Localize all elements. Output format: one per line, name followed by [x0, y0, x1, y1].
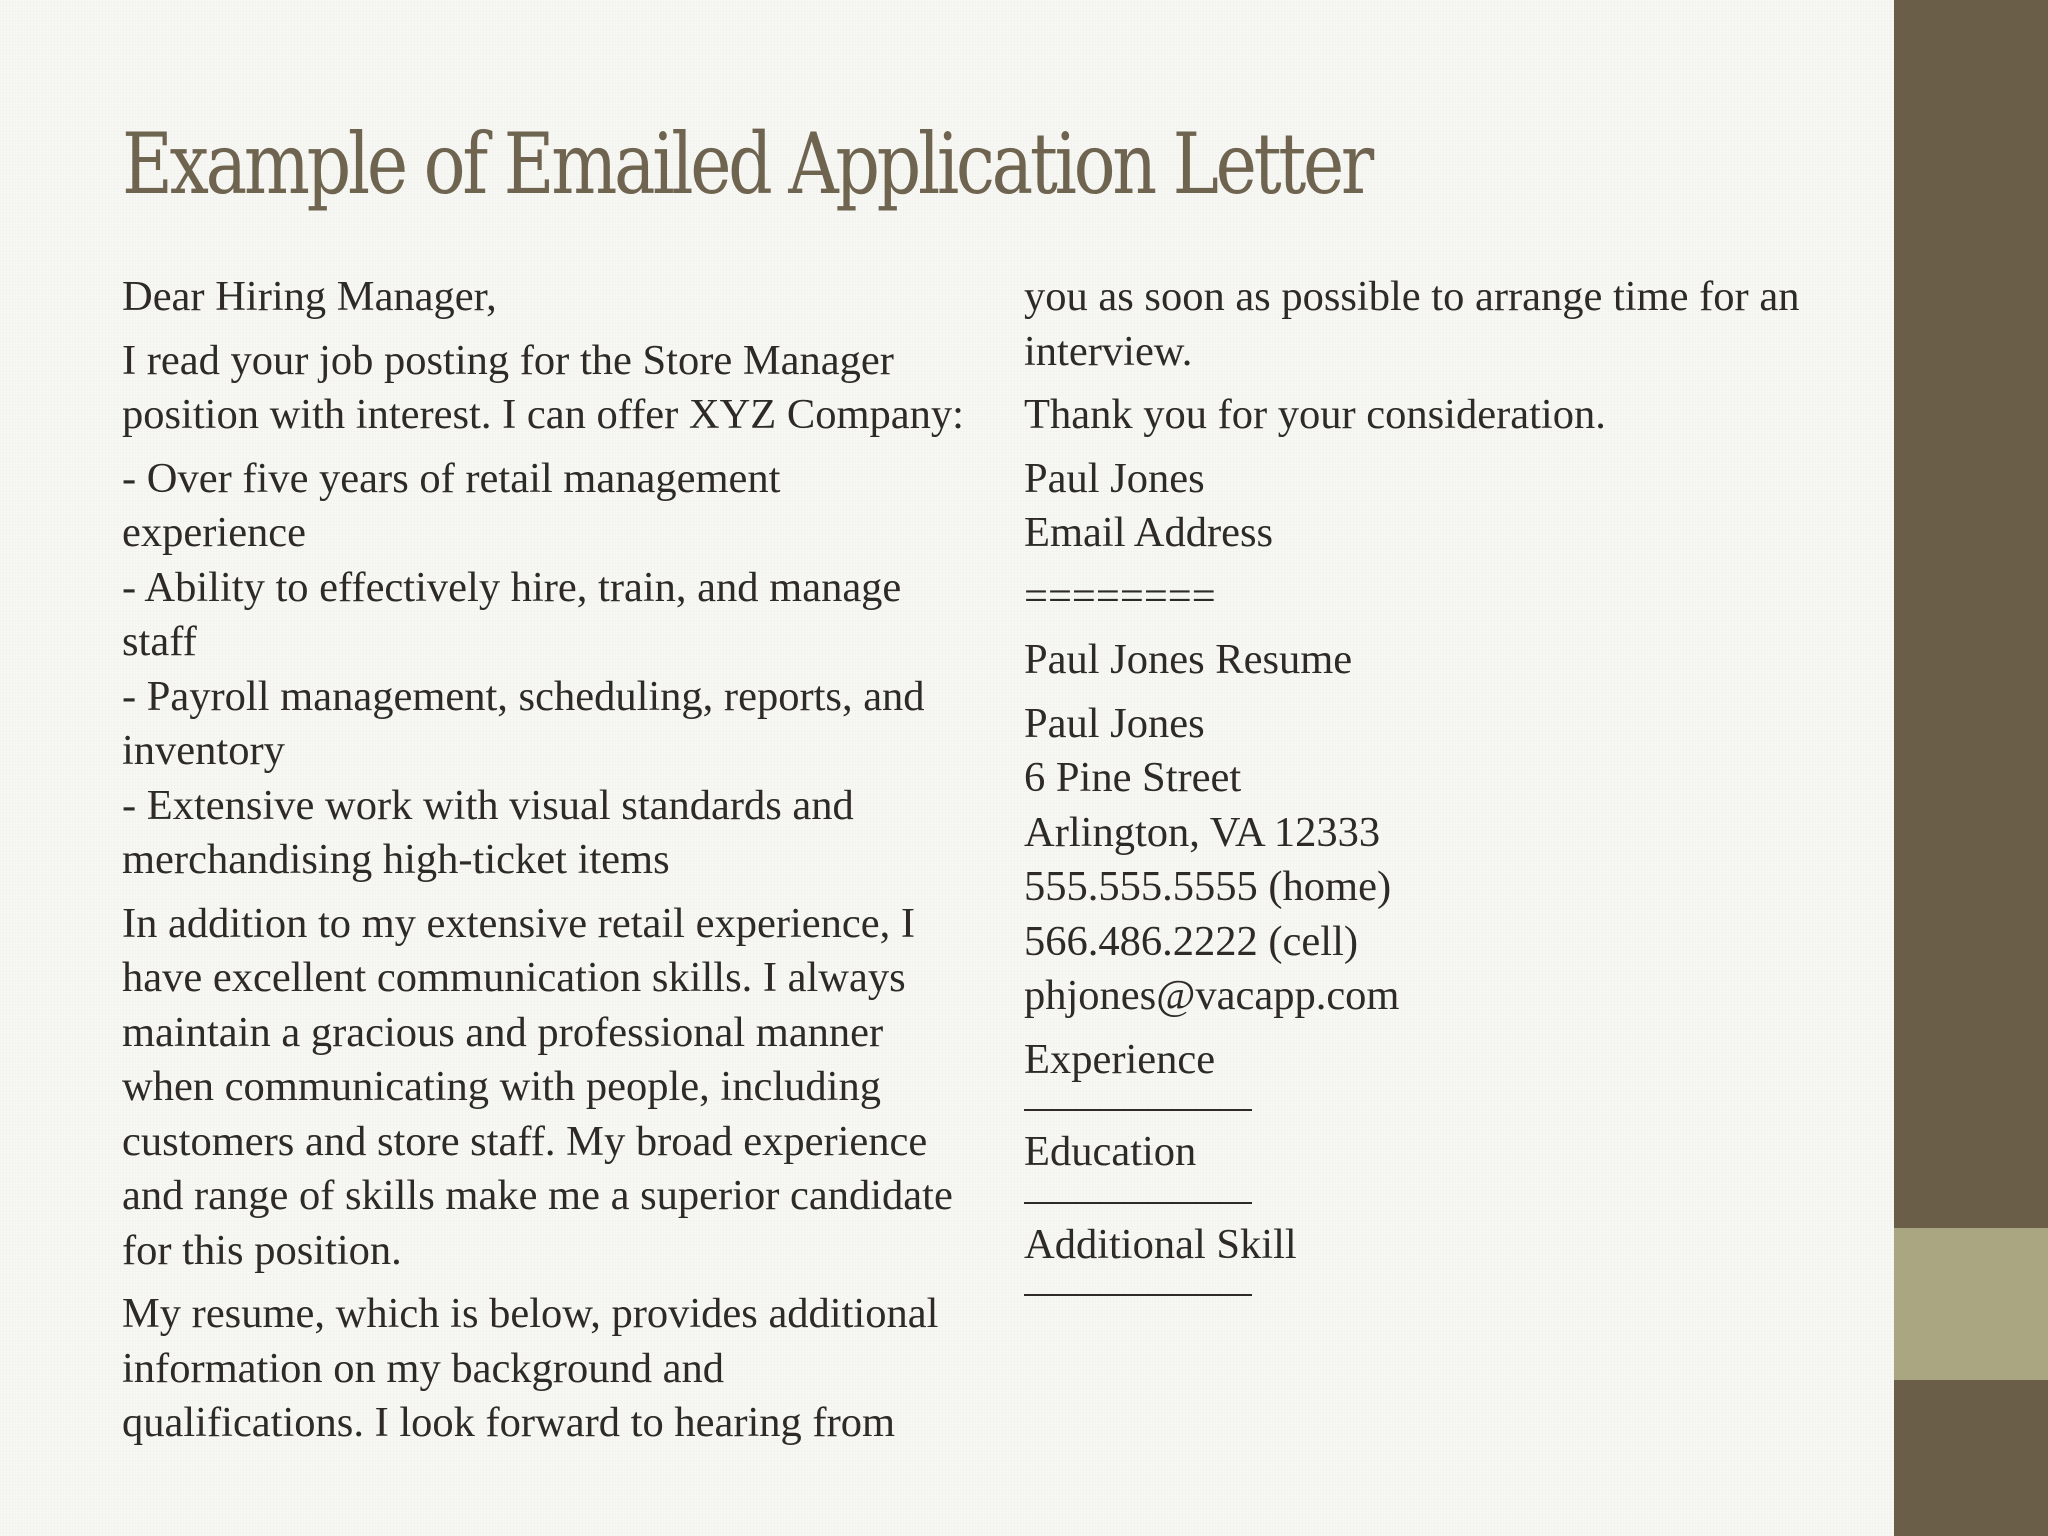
letter-column-right — [1024, 270, 1884, 1310]
experience-blank-rule — [1024, 1109, 1252, 1111]
resume-street: 6 Pine Street — [1024, 754, 1242, 801]
resume-section-experience: Experience — [1024, 1035, 1216, 1083]
bullet-item: - Extensive work with visual standards and — [122, 781, 854, 829]
letter-signature — [1024, 452, 1884, 561]
letter-closing: Thank you for your consideration. — [1024, 391, 1606, 438]
bullet-item: - Over five years of retail management — [122, 454, 781, 502]
letter-paragraph-resume: My resume, which is below, provides additional information on my background and qualifications. I look forward to hearing from — [122, 1290, 939, 1446]
resume-section-education: Education — [1024, 1128, 1197, 1175]
resume-phone-cell: 566.486.2222 (cell) — [1024, 917, 1359, 965]
letter-paragraph-skills: In addition to my extensive retail experience, I have excellent communication skills. I always maintain a gracious and professional manner when communicating with people, including customers and store staff. My broad experience and range of skills make me a superior candidate for this position. — [122, 899, 953, 1274]
signature-email: Email Address — [1024, 509, 1274, 556]
letter-column-left — [122, 270, 1022, 1460]
resume-email: phjones@vacapp.com — [1024, 972, 1400, 1019]
bullet-item: - Payroll management, scheduling, reports, and — [122, 672, 925, 720]
education-blank-rule — [1024, 1202, 1252, 1204]
letter-salutation: Dear Hiring Manager, — [122, 273, 497, 320]
resume-contact — [1024, 697, 1884, 1024]
letter-intro: I read your job posting for the Store Manager position with interest. I can offer XYZ Company: — [122, 336, 964, 438]
resume-phone-home: 555.555.5555 (home) — [1024, 863, 1392, 910]
resume-section-skills: Additional Skill — [1024, 1220, 1297, 1268]
resume-name: Paul Jones — [1024, 699, 1205, 747]
side-decor-band — [1894, 1228, 2048, 1380]
letter-bullet-list: - Over five years of retail management experience - Ability to effectively hire, train, and manage staff - Payroll management, scheduling, reports, and inventory - Extensive work with visual standards and merchandising high-ticket items — [122, 452, 1022, 888]
separator-line: ======== — [1024, 572, 1216, 620]
signature-name: Paul Jones — [1024, 454, 1205, 502]
bullet-item: - Ability to effectively hire, train, and manage — [122, 563, 902, 611]
skills-blank-rule — [1024, 1294, 1252, 1296]
slide-title: Example of Emailed Application Letter — [122, 115, 1371, 213]
resume-city: Arlington, VA 12333 — [1024, 808, 1381, 856]
resume-heading: Paul Jones Resume — [1024, 636, 1353, 683]
letter-paragraph-resume-cont: you as soon as possible to arrange time for an interview. — [1024, 273, 1800, 375]
